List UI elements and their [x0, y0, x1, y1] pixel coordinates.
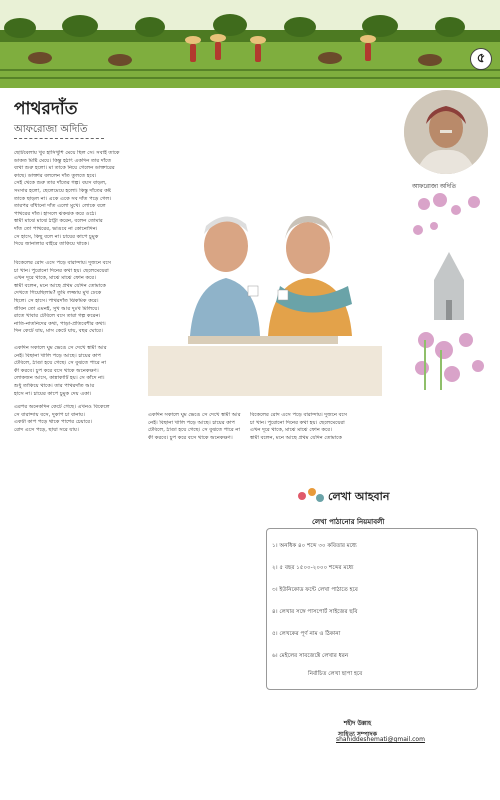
- text-line: বিকেলের রোদ এসে পড়ে বারান্দায়। দুজনে বসে: [250, 412, 348, 418]
- text-line: ডাকত মিষ্টি মেয়ে। কিন্তু হঠাৎ একদিন তার দাঁতে: [14, 157, 112, 164]
- text-line: টেবিলে, ঠাণ্ডা হয়ে গেছে। সে বুঝতে পারে না: [148, 427, 240, 434]
- notice-heading: লেখা আহবান: [328, 490, 390, 503]
- page-number: ৫: [470, 48, 492, 70]
- farm-scene-illustration: [0, 0, 500, 88]
- flower-icon: [296, 486, 326, 506]
- text-line: কাছে। ডাক্তার বললেন দাঁত তুলতে হবে।: [14, 172, 97, 179]
- text-line: নেই। বিছানা খালি পড়ে আছে। চায়ের কাপ: [148, 419, 235, 426]
- text-line: দিন কেটে যায়, মাস কেটে যায়, বছর ঘোরে।: [14, 328, 103, 335]
- text-line: রাতে খাবার টেবিলে বসে তারা গল্প করেন।: [14, 313, 101, 320]
- text-line: সে বারান্দায় বসে, দুকাপ চা বানায়।: [14, 411, 85, 418]
- author-photo: [404, 90, 488, 174]
- text-line: বিকেলের রোদ এসে পড়ে বারান্দায়। দুজনে বসে: [14, 260, 112, 266]
- rule-item: ৬। মেইলের সাবজেক্টে লেখার ধরন: [272, 653, 349, 659]
- editor-title: সাহিত্য সম্পাদক: [338, 731, 377, 738]
- call-for-writing: [248, 486, 492, 786]
- text-line: চা খান। পুরোনো দিনের কথা হয়। ছেলেমেয়েরা: [14, 267, 109, 274]
- text-line: ছোটবেলায় খুব হাসিখুশি মেয়ে ছিল সে। সবাই তাকে: [14, 150, 120, 156]
- text-line: হাসে না। চায়ের কাপে চুমুক দেয় একা।: [14, 390, 92, 397]
- story-column-1: [14, 150, 142, 249]
- text-line: টেবিলে, ঠাণ্ডা হয়ে গেছে। সে বুঝতে পারে না: [14, 360, 106, 367]
- story-title: পাথরদাঁত: [14, 99, 78, 119]
- story-column-4: [250, 412, 350, 442]
- text-line: এখন দূরে থাকে, মাঝে মাঝে ফোন করে।: [250, 427, 332, 434]
- text-line: লোকজন আসে, কান্নাকাটি হয়। সে কাঁদে না।: [14, 375, 105, 382]
- text-line: পাথরের দাঁত। হাসলে ঝকঝক করে ওঠে।: [14, 210, 97, 217]
- text-line: দিয়ে জানালার বাইরে তাকিয়ে থাকে।: [14, 241, 90, 248]
- text-line: কী করবে। চুপ করে বসে থাকে অনেকক্ষণ।: [148, 434, 233, 441]
- story-column-3: [148, 412, 243, 442]
- couple-illustration: [148, 186, 382, 408]
- text-line: শুধু তাকিয়ে থাকে। তার পাথরদাঁত আর: [14, 382, 95, 389]
- text-line: নেই। বিছানা খালি পড়ে আছে। চায়ের কাপ: [14, 352, 101, 359]
- text-line: সে হাসে, কিছু বলে না। চায়ের কাপে চুমুক: [14, 233, 99, 240]
- divider: [14, 138, 104, 139]
- text-line: চা খান। পুরোনো দিনের কথা হয়। ছেলেমেয়েরা: [250, 419, 345, 426]
- story-column-1-cont: [14, 260, 142, 336]
- text-line: নাতি-নাতনিদের কথা, পাড়া-প্রতিবেশীর কথা।: [14, 320, 106, 327]
- notice-intro: নির্বাচিত লেখা ছাপা হবে: [308, 671, 363, 677]
- text-line: সংসার হলো, ছেলেমেয়ে হলো। কিন্তু দাঁতের কষ্ট: [14, 187, 111, 194]
- rule-item: ১। অনধিক ৪০ শব্দে ৩০ কবিতার মধ্যে: [272, 543, 357, 549]
- text-line: রোদ এসে পড়ে, ছায়া সরে যায়।: [14, 426, 79, 433]
- author-name: আফরোজা অদিতি: [14, 124, 88, 135]
- portrait-caption: আফরোজা অদিতি: [412, 183, 457, 190]
- rule-item: ২। ৫ বছর ১৫০০-২০০০ শব্দের মধ্যে: [272, 565, 354, 571]
- text-line: স্বামী বলেন, মনে আছে প্রথম যেদিন তোমাকে: [250, 434, 342, 441]
- rule-item: ৩। ইউনিকোড ফন্টে লেখা পাঠাতে হবে: [272, 587, 358, 593]
- text-line: একদিন সকালে ঘুম ভেঙে সে দেখে স্বামী আর: [148, 412, 241, 418]
- text-line: তারপর বাঁধানো দাঁত এলো মুখে। লোকে বলে: [14, 203, 106, 210]
- notice-subheading: লেখা পাঠানোর নিয়মাবলী: [312, 518, 385, 526]
- text-line: ব্যথা শুরু হলো। মা তাকে নিয়ে গেলেন ডাক্তারের: [14, 165, 115, 172]
- rule-item: ৪। লেখার সঙ্গে পাসপোর্ট সাইজের ছবি: [272, 609, 358, 615]
- text-line: জীবন তো এমনই, সুখ আর দুঃখ মিলিয়ে।: [14, 305, 100, 312]
- text-line: দাঁত তো পাথরের, ভাঙবে না কোনোদিন।: [14, 225, 98, 232]
- flower-decoration: [404, 190, 494, 390]
- text-line: সেই থেকে শুরু তার দাঁতের গল্প। বয়স বাড়ল,: [14, 180, 107, 187]
- header-banner: [0, 0, 500, 88]
- story-column-1-end: [14, 345, 142, 398]
- rule-item: ৫। লেখকের পূর্ণ নাম ও ঠিকানা: [272, 631, 341, 637]
- text-line: দেখতে গিয়েছিলাম? তুমি লজ্জায় মুখ ঢেকে: [14, 290, 102, 297]
- text-line: তাকে ছাড়ল না। একে একে সব দাঁত পড়ে গেল।: [14, 195, 112, 202]
- text-line: কী করবে। চুপ করে বসে থাকে অনেকক্ষণ।: [14, 367, 99, 374]
- text-line: ছিলে। সে হাসে। পাথরদাঁত ঝিকমিক করে।: [14, 297, 99, 304]
- text-line: একটা কাপ পড়ে থাকে পাশের চেয়ারে।: [14, 419, 92, 426]
- text-line: স্বামী মাঝে মাঝে ঠাট্টা করেন, বলেন তোমার: [14, 218, 103, 225]
- editor-email[interactable]: shahiddeshemati@gmail.com: [336, 736, 425, 743]
- editor-name: শহীদ উল্লাহ: [343, 720, 372, 727]
- text-line: স্বামী বলেন, মনে আছে প্রথম যেদিন তোমাকে: [14, 282, 106, 289]
- text-line: এখন দূরে থাকে, মাঝে মাঝে ফোন করে।: [14, 275, 96, 282]
- text-line: একদিন সকালে ঘুম ভেঙে সে দেখে স্বামী আর: [14, 345, 107, 351]
- text-line: এরপর অনেকদিন কেটে গেছে। এখনও বিকেলে: [14, 404, 110, 410]
